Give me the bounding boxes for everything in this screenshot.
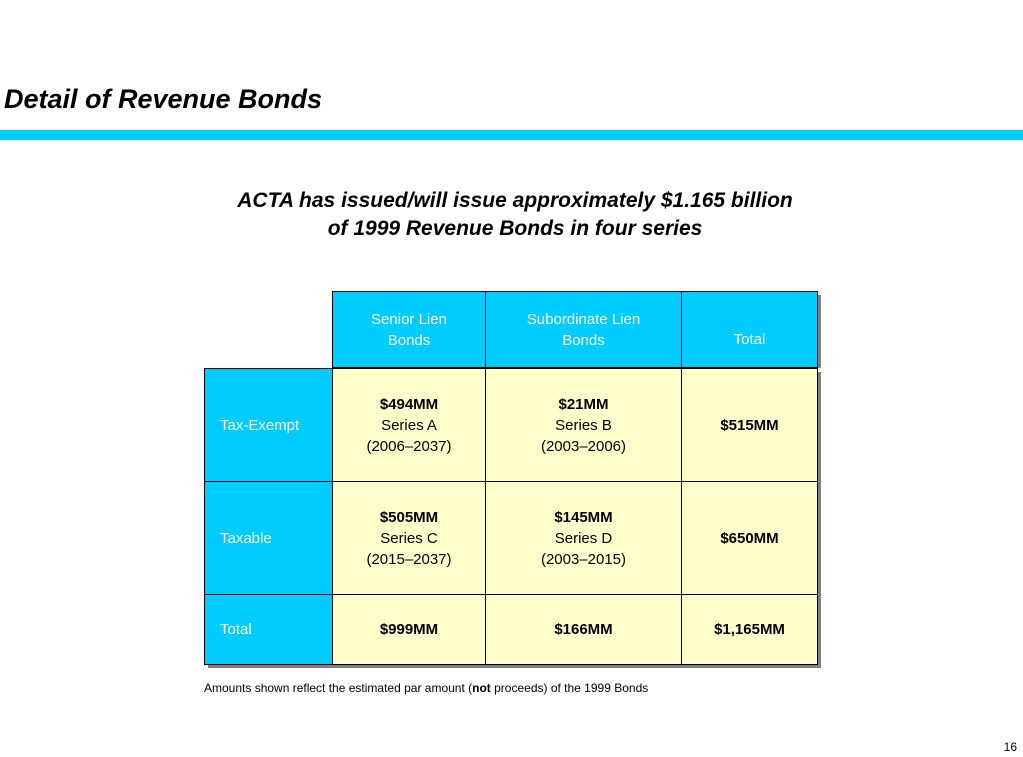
body-shadow-right [818, 372, 821, 668]
slide-title: Detail of Revenue Bonds [4, 84, 323, 114]
series: Series D [554, 529, 613, 547]
header-senior-lien: Senior Lien Bonds [332, 291, 486, 368]
cell-taxable-subordinate [485, 481, 682, 595]
slide-subtitle [190, 187, 840, 243]
cell-total-senior: $999MM [332, 594, 486, 665]
footnote-prefix: Amounts shown reflect the estimated par amount ( [204, 681, 473, 695]
series: Series A [381, 416, 437, 434]
years: (2006–2037) [366, 437, 452, 455]
cell-grand-total: $1,165MM [681, 594, 818, 665]
cell-total-subordinate: $166MM [485, 594, 682, 665]
years: (2003–2015) [540, 550, 627, 568]
series: Series C [380, 529, 438, 547]
amount: $21MM [558, 395, 609, 413]
body-shadow-bottom [208, 665, 821, 668]
footnote [204, 681, 648, 695]
header-total: Total [681, 291, 818, 368]
footnote-suffix: proceeds) of the 1999 Bonds [490, 681, 649, 695]
header-subordinate-lien: Subordinate Lien Bonds [485, 291, 682, 368]
cell-taxable-total: $650MM [681, 481, 818, 595]
row-label-taxable: Taxable [204, 481, 333, 595]
subtitle-line-2: of 1999 Revenue Bonds in four series [327, 217, 703, 240]
years: (2015–2037) [366, 550, 452, 568]
footnote-emphasis: not [472, 681, 491, 695]
subtitle-line-1: ACTA has issued/will issue approximately $1.165 billion [237, 189, 793, 212]
cell-tax-exempt-subordinate [485, 368, 682, 482]
amount: $494MM [379, 395, 439, 413]
title-rule [0, 130, 1023, 140]
page-number: 16 [1003, 740, 1017, 754]
cell-tax-exempt-total: $515MM [681, 368, 818, 482]
amount: $145MM [554, 508, 613, 526]
amount: $505MM [379, 508, 439, 526]
row-label-tax-exempt: Tax-Exempt [204, 368, 333, 482]
header-shadow-right [818, 295, 821, 368]
years: (2003–2006) [540, 437, 627, 455]
row-label-total: Total [204, 594, 333, 665]
cell-tax-exempt-senior [332, 368, 486, 482]
series: Series B [555, 416, 612, 434]
cell-taxable-senior [332, 481, 486, 595]
